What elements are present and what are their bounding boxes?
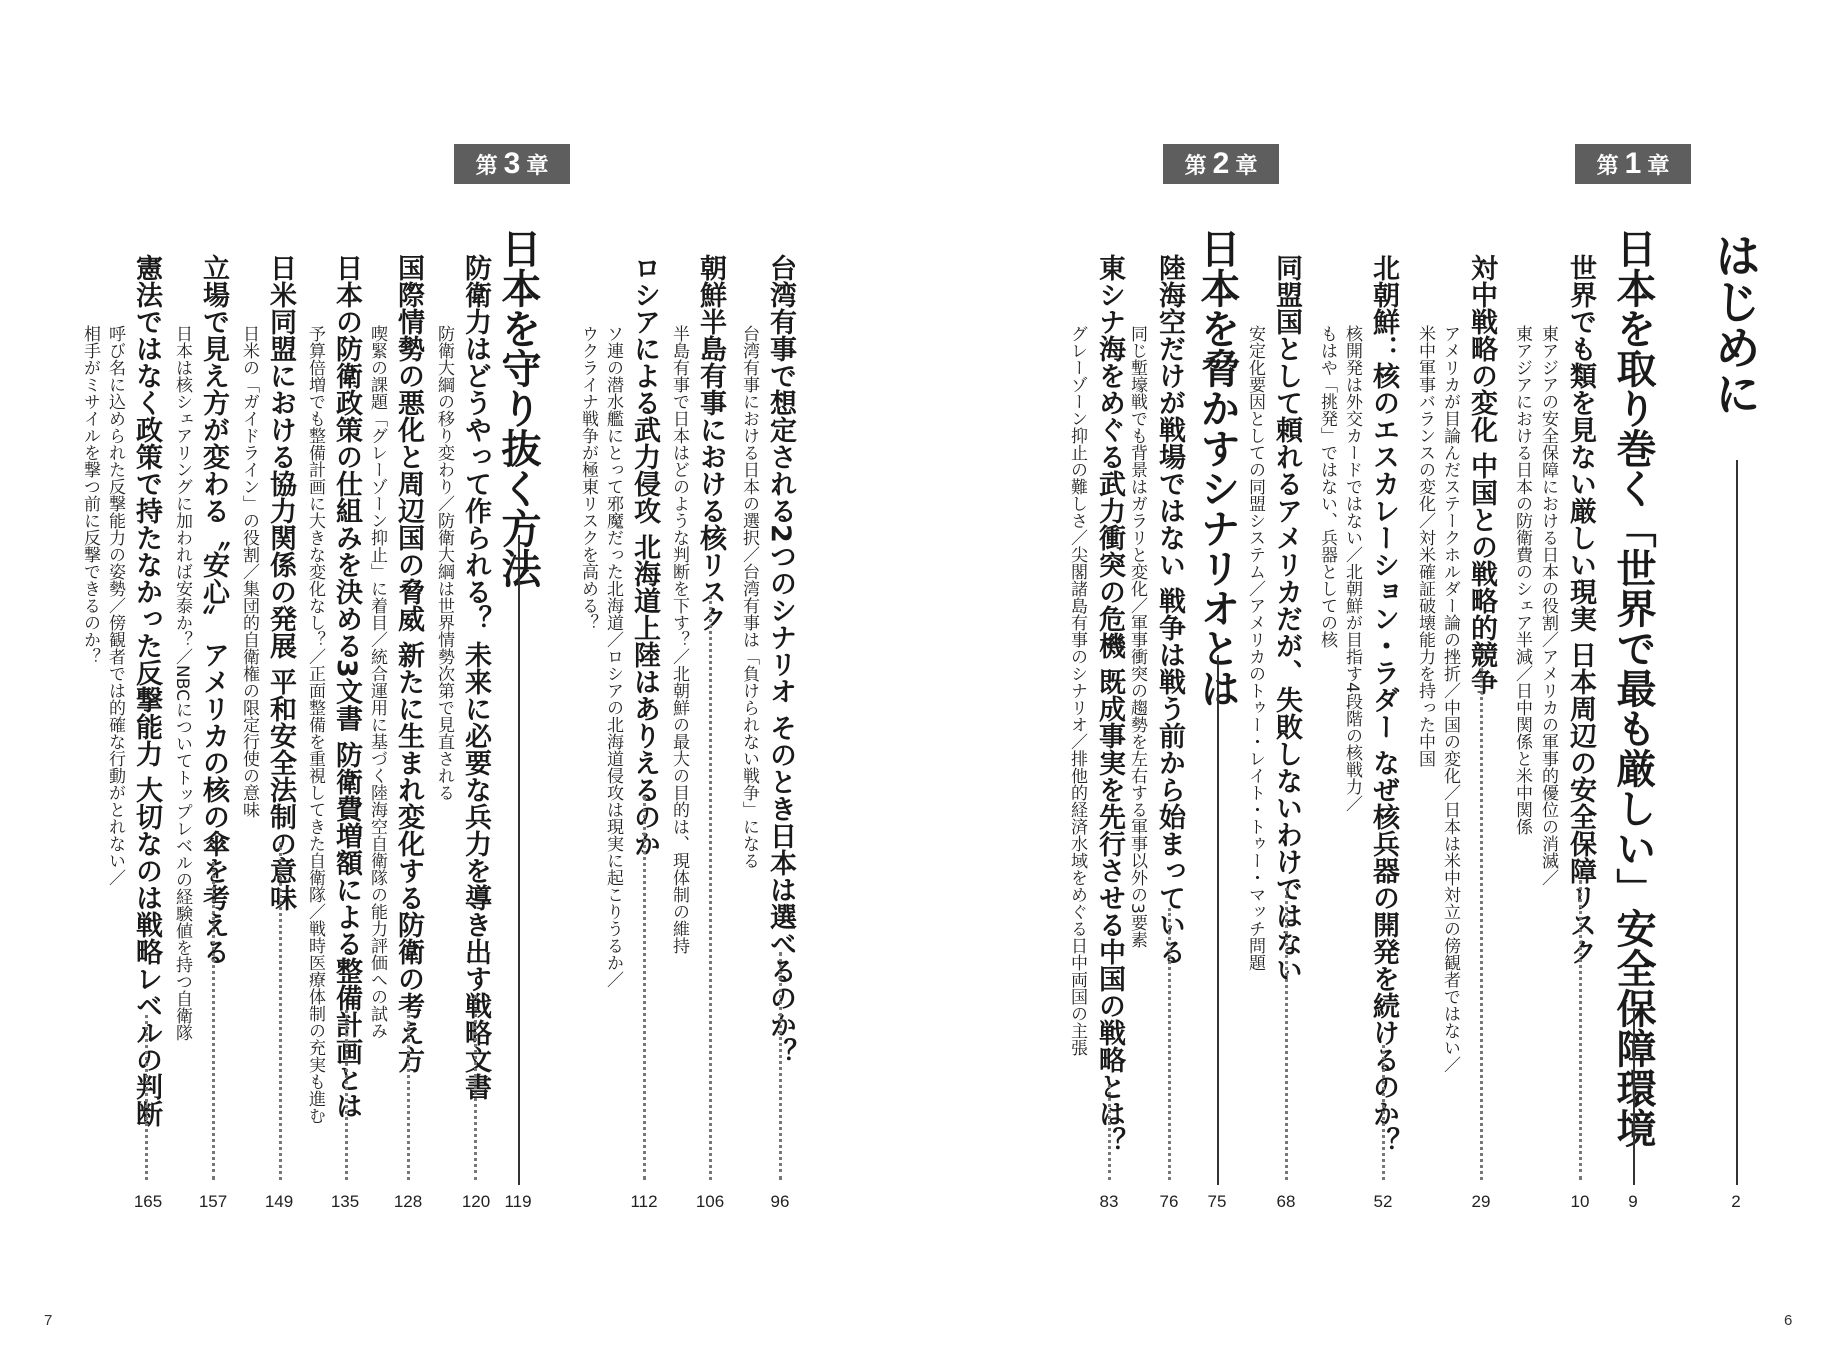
- section-1-1-sub-1: 東アジアの安全保障における日本の役割／アメリカの軍事的優位の消滅／: [1538, 325, 1558, 886]
- section-2-1-title: 陸海空だけが戦場ではない 戦争は戦う前から始まっている: [1154, 254, 1185, 966]
- section-3-6-sub-2: 相手がミサイルを撃つ前に反撃できるのか？: [80, 325, 100, 665]
- section-2-1-page: 76: [1159, 1192, 1179, 1211]
- section-2-1-leader: [1168, 908, 1171, 1180]
- section-2-5-leader: [643, 796, 646, 1180]
- chapter-3-page: 119: [504, 1192, 532, 1211]
- folio-right: 6: [1784, 1312, 1793, 1329]
- section-2-1-sub-1: 同じ塹壕戦でも背景はガラリと変化／軍事衝突の趨勢を左右する軍事以外の3要素: [1127, 325, 1147, 948]
- chapter-2-badge: 第 2 章: [1163, 144, 1279, 184]
- chapter-3-title: 日本を守り抜く方法: [495, 228, 541, 588]
- chapter-2-title: 日本を脅かすシナリオとは: [1194, 228, 1240, 708]
- section-1-3-sub-1: 核開発は外交カードではない／北朝鮮が目指す4段階の核戦力／: [1342, 325, 1362, 812]
- section-1-2-title: 対中戦略の変化 中国との戦略的競争: [1466, 254, 1497, 696]
- chapter-1-title: 日本を取り巻く「世界で最も厳しい」安全保障環境: [1610, 228, 1656, 1148]
- section-3-5-leader: [212, 862, 215, 1180]
- section-2-3-page: 96: [770, 1192, 790, 1211]
- section-3-5-sub-1: 日本は核シェアリングに加われば安泰か？／NBCについてトップレベルの経験値を持つ自衛隊: [172, 325, 192, 1041]
- section-2-2-page: 83: [1099, 1192, 1119, 1211]
- section-1-2-sub-2: 米中軍事バランスの変化／対米確証破壊能力を持った中国: [1415, 325, 1435, 767]
- section-3-4-page: 149: [264, 1192, 294, 1211]
- section-3-5-page: 157: [198, 1192, 228, 1211]
- chapter-3-badge: 第 3 章: [454, 144, 570, 184]
- section-3-2-sub-1: 喫緊の課題「グレーゾーン抑止」に着目／統合運用に基づく陸海空自衛隊の能力評価への試み: [367, 325, 387, 1039]
- section-3-4-title: 日米同盟における協力関係の発展 平和安全法制の意味: [265, 254, 296, 912]
- chapter-2-page: 75: [1207, 1192, 1227, 1211]
- section-1-4-title: 同盟国として頼れるアメリカだが、失敗しないわけではない: [1271, 254, 1302, 983]
- section-3-6-sub-1: 呼び名に込められた反撃能力の姿勢／傍観者では的確な行動がとれない／: [105, 325, 125, 886]
- section-3-1-leader: [474, 995, 477, 1180]
- section-1-4-sub-1: 安定化要因としての同盟システム／アメリカのトゥー・レイト・トゥー・マッチ問題: [1245, 325, 1265, 971]
- section-1-2-sub-1: アメリカが目論んだステークホルダー論の挫折／中国の変化／日本は米中対立の傍観者ではない／: [1440, 325, 1460, 1073]
- section-1-3-sub-2: もはや「挑発」ではない、兵器としての核: [1317, 325, 1337, 648]
- section-2-3-sub-1: 台湾有事における日本の選択／台湾有事は「負けられない戦争」になる: [739, 325, 759, 869]
- section-2-4-leader: [709, 596, 712, 1180]
- section-1-3-page: 52: [1373, 1192, 1393, 1211]
- section-1-1-title: 世界でも類を見ない厳しい現実 日本周辺の安全保障リスク: [1565, 254, 1596, 966]
- chapter-1-page: 9: [1628, 1192, 1638, 1211]
- section-2-2-sub-1: グレーゾーン抑止の難しさ／尖閣諸島有事のシナリオ／排他的経済水域をめぐる日中両国の主張: [1067, 325, 1087, 1056]
- section-2-4-sub-1: 半島有事で日本はどのような判断を下す？／北朝鮮の最大の目的は、現体制の維持: [669, 325, 689, 954]
- section-1-3-title: 北朝鮮：核のエスカレーション・ラダー なぜ核兵器の開発を続けるのか？: [1368, 254, 1399, 1155]
- chapter-2-rule: [1217, 655, 1219, 1185]
- chapter-1-badge: 第 1 章: [1575, 144, 1691, 184]
- section-1-3-leader: [1382, 1045, 1385, 1180]
- section-3-4-sub-1: 日米の「ガイドライン」の役割／集団的自衛権の限定行使の意味: [239, 325, 259, 818]
- section-2-3-leader: [779, 952, 782, 1180]
- section-2-2-leader: [1108, 1085, 1111, 1180]
- section-3-2-page: 128: [393, 1192, 423, 1211]
- section-2-5-sub-2: ウクライナ戦争が極東リスクを高める？: [578, 325, 598, 631]
- section-1-2-page: 29: [1471, 1192, 1491, 1211]
- section-3-3-page: 135: [330, 1192, 360, 1211]
- section-2-4-title: 朝鮮半島有事における核リスク: [695, 254, 726, 632]
- section-3-6-leader: [145, 1015, 148, 1180]
- section-3-1-title: 防衛力はどうやって作られる？ 未来に必要な兵力を導き出す戦略文書: [460, 254, 491, 1101]
- intro-title: はじめに: [1708, 232, 1762, 416]
- section-3-6-title: 憲法ではなく政策で持たなかった反撃能力 大切なのは戦略レベルの判断: [131, 254, 162, 1128]
- section-1-1-sub-2: 東アジアにおける日本の防衛費のシェア半減／日中関係と米中関係: [1512, 325, 1532, 835]
- chapter-1-rule: [1633, 1008, 1635, 1185]
- section-3-1-sub-1: 防衛大綱の移り変わり／防衛大綱は世界情勢次第で見直される: [434, 325, 454, 801]
- section-3-3-title: 日本の防衛政策の仕組みを決める3文書 防衛費増額による整備計画とは: [331, 254, 362, 1120]
- section-2-5-title: ロシアによる武力侵攻 北海道上陸はありえるのか: [629, 254, 660, 858]
- section-2-5-sub-1: ソ連の潜水艦にとって邪魔だった北海道／ロシアの北海道侵攻は現実に起こりうるか／: [603, 325, 623, 988]
- section-3-1-page: 120: [461, 1192, 491, 1211]
- section-3-5-title: 立場で見え方が変わる〝安心〟 アメリカの核の傘を考える: [198, 254, 229, 966]
- chapter-3-rule: [518, 535, 520, 1185]
- section-2-4-page: 106: [695, 1192, 725, 1211]
- section-3-3-sub-1: 予算倍増でも整備計画に大きな変化なし？／正面整備を重視してきた自衛隊／戦時医療体制の充実も進む: [305, 325, 325, 1124]
- section-1-1-page: 10: [1570, 1192, 1590, 1211]
- section-3-2-leader: [407, 1010, 410, 1180]
- section-3-4-leader: [279, 842, 282, 1180]
- section-2-3-title: 台湾有事で想定される2つのシナリオ そのとき日本は選べるのか？: [765, 254, 796, 1066]
- intro-rule: [1736, 460, 1738, 1185]
- section-1-2-leader: [1480, 668, 1483, 1180]
- folio-left: 7: [44, 1312, 53, 1329]
- section-3-6-page: 165: [133, 1192, 163, 1211]
- section-2-2-title: 東シナ海をめぐる武力衝突の危機 既成事実を先行させる中国の戦略とは？: [1094, 254, 1125, 1155]
- section-3-2-title: 国際情勢の悪化と周辺国の脅威 新たに生まれ変化する防衛の考え方: [393, 254, 424, 1074]
- section-3-3-leader: [345, 1010, 348, 1180]
- intro-page: 2: [1731, 1192, 1741, 1211]
- section-1-4-page: 68: [1276, 1192, 1296, 1211]
- section-1-4-leader: [1285, 888, 1288, 1180]
- section-1-1-leader: [1579, 880, 1582, 1180]
- section-2-5-page: 112: [630, 1192, 658, 1211]
